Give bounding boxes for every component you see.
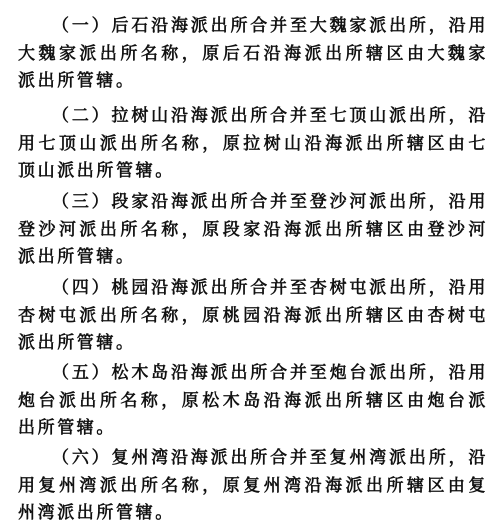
- paragraph-2: （二）拉树山沿海派出所合并至七顶山派出所，沿用七顶山派出所名称，原拉树山沿海派出所辖区由七顶山派出所管辖。: [18, 106, 488, 181]
- paragraph-1: （一）后石沿海派出所合并至大魏家派出所，沿用大魏家派出所名称，原后石沿海派出所辖区由大魏家派出所管辖。: [18, 16, 488, 91]
- paragraph-4: （四）桃园沿海派出所合并至杏树屯派出所，沿用杏树屯派出所名称，原桃园沿海派出所辖区由杏树屯派出所管辖。: [18, 278, 488, 353]
- paragraph-3: （三）段家沿海派出所合并至登沙河派出所，沿用登沙河派出所名称，原段家沿海派出所辖区由登沙河派出所管辖。: [18, 192, 488, 267]
- paragraph-5: （五）松木岛沿海派出所合并至炮台派出所，沿用炮台派出所名称，原松木岛沿海派出所辖区由炮台派出所管辖。: [18, 363, 488, 438]
- paragraph-6: （六）复州湾沿海派出所合并至复州湾派出所，沿用复州湾派出所名称，原复州湾沿海派出所辖区由复州湾派出所管辖。: [18, 448, 488, 523]
